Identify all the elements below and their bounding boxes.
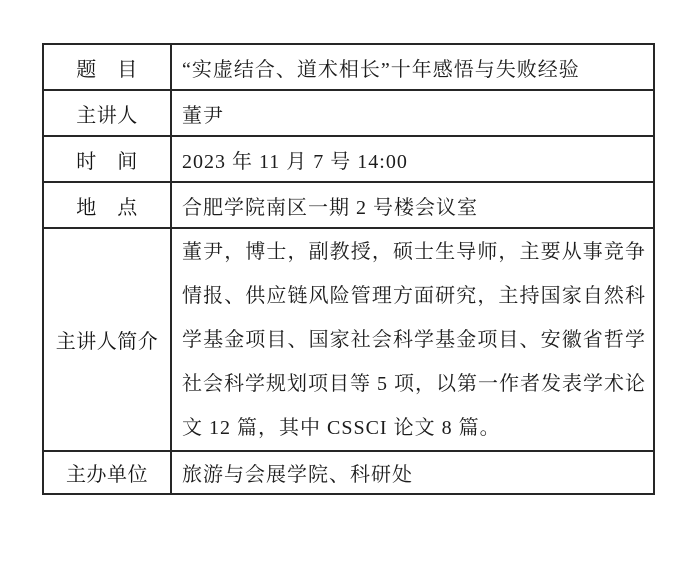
announcement-table [42,43,655,495]
title-label: 题 目 [44,45,172,89]
bio-line-5: 文 12 篇，其中 CSSCI 论文 8 篇。 [182,416,501,439]
table-row-time [44,135,653,181]
location-label: 地 点 [44,183,172,227]
table-row-speaker [44,89,653,135]
table-row-organizer [44,450,653,493]
location-value: 合肥学院南区一期 2 号楼会议室 [182,196,478,219]
speaker-bio-value [172,229,656,450]
organizer-value: 旅游与会展学院、科研处 [182,464,413,486]
bio-line-4: 社会科学规划项目等 5 项，以第一作者发表学术论 [182,372,646,395]
speaker-bio-text [182,230,646,450]
bio-line-1: 董尹，博士，副教授，硕士生导师，主要从事竞争 [182,240,646,263]
speaker-value: 董尹 [182,104,224,127]
organizer-label: 主办单位 [44,452,172,493]
table-row-title [44,45,653,89]
speaker-label: 主讲人 [44,91,172,135]
table-row-location [44,181,653,227]
bio-line-3: 学基金项目、国家社会科学基金项目、安徽省哲学 [182,328,646,351]
time-value: 2023 年 11 月 7 号 14:00 [182,150,408,173]
table-row-speaker-bio [44,227,653,450]
speaker-bio-label: 主讲人简介 [44,229,172,450]
bio-line-2: 情报、供应链风险管理方面研究，主持国家自然科 [182,284,646,307]
time-label: 时 间 [44,137,172,181]
title-value: “实虚结合、道术相长”十年感悟与失败经验 [182,58,580,81]
